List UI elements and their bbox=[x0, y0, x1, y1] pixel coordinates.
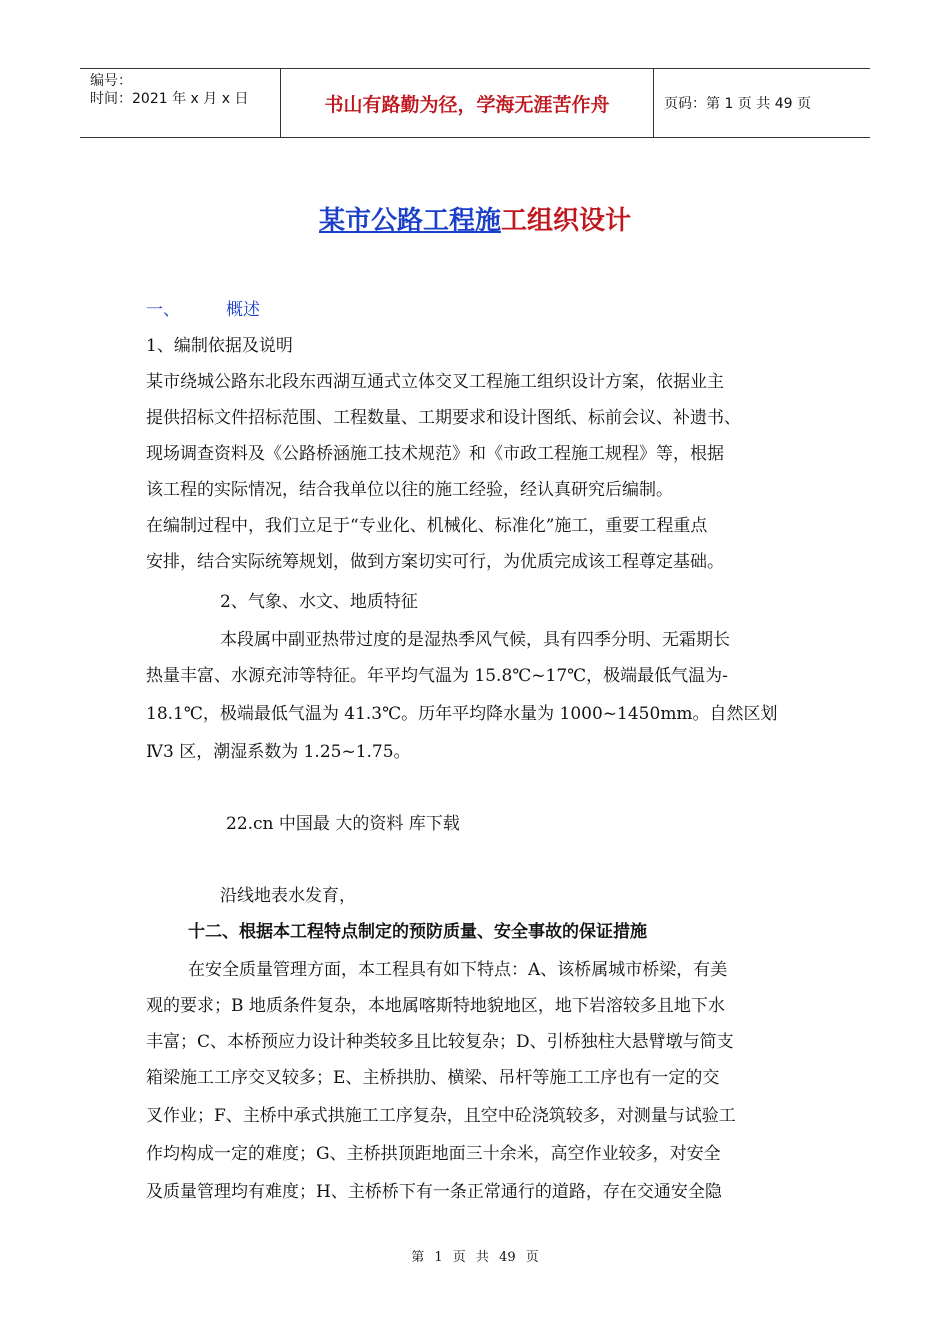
paragraph-line: 及质量管理均有难度；H、主桥桥下有一条正常通行的道路，存在交通安全隐 bbox=[146, 1182, 722, 1202]
paragraph-line: 丰富；C、本桥预应力设计种类较多且比较复杂；D、引桥独柱大悬臂墩与简支 bbox=[146, 1032, 734, 1052]
page-footer: 第 1 页 共 49 页 bbox=[411, 1250, 539, 1265]
paragraph-line: 安排，结合实际统筹规划，做到方案切实可行，为优质完成该工程尊定基础。 bbox=[146, 552, 724, 572]
paragraph-line: 现场调查资料及《公路桥涵施工技术规范》和《市政工程施工规程》等，根据 bbox=[146, 444, 724, 464]
header-motto: 书山有路勤为径，学海无涯苦作舟 bbox=[281, 69, 654, 137]
subheading-basis: 1、编制依据及说明 bbox=[146, 336, 293, 356]
paragraph-line: 在编制过程中，我们立足于“专业化、机械化、标准化”施工，重要工程重点 bbox=[146, 516, 708, 536]
paragraph-line: 该工程的实际情况，结合我单位以往的施工经验，经认真研究后编制。 bbox=[146, 480, 673, 500]
paragraph-line: 提供招标文件招标范围、工程数量、工期要求和设计图纸、标前会议、补遗书、 bbox=[146, 408, 741, 428]
paragraph-line: 作均构成一定的难度；G、主桥拱顶距地面三十余米，高空作业较多，对安全 bbox=[146, 1144, 721, 1164]
document-title-rest: 工组织设计 bbox=[501, 206, 632, 236]
document-title-link[interactable]: 某市公路工程施 bbox=[318, 206, 501, 236]
paragraph-line: 18.1℃，极端最低气温为 41.3℃。历年平均降水量为 1000~1450mm。自然区划 bbox=[146, 704, 778, 724]
paragraph-line: 在安全质量管理方面，本工程具有如下特点：A、该桥属城市桥梁，有美 bbox=[188, 960, 728, 980]
section-title: 概述 bbox=[226, 300, 260, 320]
paragraph-line: 观的要求；B 地质条件复杂，本地属喀斯特地貌地区，地下岩溶较多且地下水 bbox=[146, 996, 725, 1016]
paragraph-line: Ⅳ3 区，潮湿系数为 1.25~1.75。 bbox=[146, 742, 411, 762]
paragraph-line: 本段属中副亚热带过度的是湿热季风气候，具有四季分明、无霜期长 bbox=[220, 630, 730, 650]
watermark-text: 22.cn 中国最 大的资料 库下载 bbox=[226, 814, 460, 834]
paragraph-line: 沿线地表水发育， bbox=[220, 886, 356, 906]
section-heading-twelve: 十二、根据本工程特点制定的预防质量、安全事故的保证措施 bbox=[188, 922, 647, 942]
section-heading-overview bbox=[146, 298, 260, 322]
page-header bbox=[80, 68, 870, 138]
document-date: 时间：2021 年 x 月 x 日 bbox=[90, 91, 249, 107]
header-page-info: 页码：第 1 页 共 49 页 bbox=[664, 96, 811, 112]
document-number-label: 编号： bbox=[90, 73, 132, 89]
paragraph-line: 叉作业；F、主桥中承式拱施工工序复杂，且空中砼浇筑较多，对测量与试验工 bbox=[146, 1106, 736, 1126]
header-meta bbox=[80, 69, 281, 137]
document-title bbox=[0, 200, 950, 237]
section-number: 一、 bbox=[146, 300, 180, 320]
paragraph-line: 箱梁施工工序交叉较多；E、主桥拱肋、横梁、吊杆等施工工序也有一定的交 bbox=[146, 1068, 720, 1088]
paragraph-line: 热量丰富、水源充沛等特征。年平均气温为 15.8℃~17℃，极端最低气温为- bbox=[146, 666, 728, 686]
paragraph-line: 某市绕城公路东北段东西湖互通式立体交叉工程施工组织设计方案，依据业主 bbox=[146, 372, 724, 392]
subheading-climate: 2、气象、水文、地质特征 bbox=[220, 592, 418, 612]
